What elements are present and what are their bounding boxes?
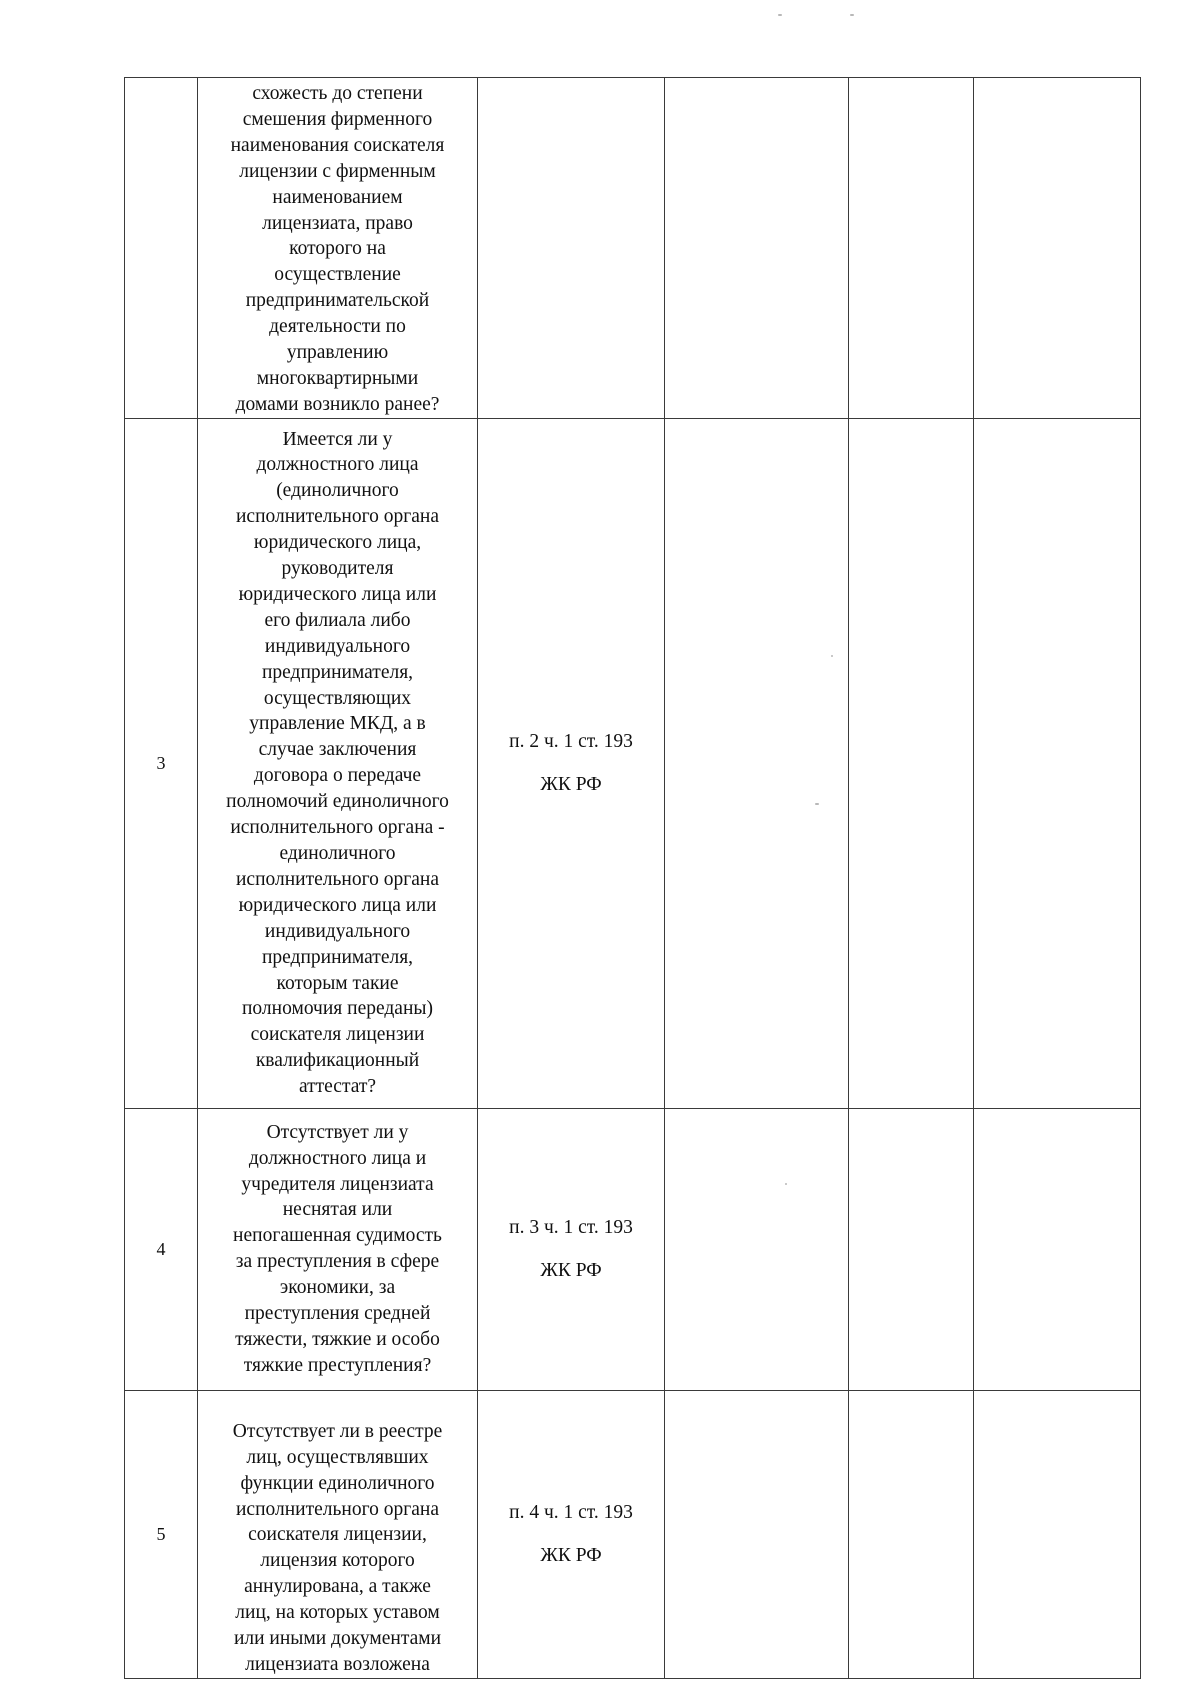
question-line: исполнительного органа [236, 1498, 439, 1520]
question-line: полномочия переданы) [242, 998, 433, 1020]
question-line: квалификационный [255, 1050, 420, 1072]
question-cell [198, 1108, 478, 1390]
question-line: руководителя [281, 558, 394, 580]
question-line: неснятая или [282, 1199, 393, 1221]
question-line: наименованием [272, 186, 403, 208]
question-line: должностного лица и [248, 1147, 427, 1169]
empty-cell [974, 1390, 1141, 1678]
question-line: смешения фирменного [242, 108, 433, 130]
question-line: домами возникло ранее? [235, 393, 440, 415]
question-cell [198, 78, 478, 419]
question-line: лиц, осуществлявших [246, 1446, 429, 1468]
question-line: исполнительного органа - [230, 817, 445, 839]
empty-cell [849, 418, 974, 1108]
question-line: предпринимателя, [261, 661, 414, 683]
row-number-cell: 4 [125, 1108, 198, 1390]
checklist-table [124, 77, 1141, 1679]
question-cell [198, 418, 478, 1108]
question-line: лиц, на которых уставом [235, 1602, 440, 1624]
question-line: юридического лица или [238, 583, 437, 605]
empty-cell [665, 1390, 849, 1678]
row-number-cell [125, 78, 198, 419]
legal-reference-line: ЖК РФ [540, 773, 602, 795]
row-number-cell: 3 [125, 418, 198, 1108]
question-line: юридического лица, [253, 532, 422, 554]
question-line: лицензиата возложена [245, 1653, 430, 1675]
question-line: случае заключения [258, 739, 417, 761]
question-line: тяжести, тяжкие и особо [235, 1329, 440, 1350]
legal-reference-line: п. 2 ч. 1 ст. 193 [509, 730, 633, 752]
question-line: осуществление [274, 264, 401, 286]
question-line: аннулирована, а также [244, 1576, 431, 1598]
empty-cell [665, 1108, 849, 1390]
question-line: за преступления в сфере [235, 1251, 440, 1273]
empty-cell [974, 78, 1141, 419]
question-line: которым такие [276, 972, 399, 994]
legal-reference-cell [478, 78, 665, 419]
question-line: учредителя лицензиата [241, 1173, 434, 1195]
question-line: предпринимательской [245, 290, 430, 312]
question-line: должностного лица [256, 454, 419, 476]
question-line: тяжкие преступления? [243, 1354, 432, 1376]
empty-cell [849, 1108, 974, 1390]
question-cell [198, 1390, 478, 1678]
question-line: аттестат? [298, 1076, 377, 1098]
question-line: соискателя лицензии [250, 1024, 425, 1046]
question-line: многоквартирными [256, 367, 419, 389]
empty-cell [665, 78, 849, 419]
question-line: (единоличного [276, 480, 399, 502]
question-line: предпринимателя, [261, 946, 414, 968]
question-line: исполнительного органа [236, 506, 439, 528]
question-line: полномочий единоличного [226, 791, 449, 813]
legal-reference-cell [478, 1390, 665, 1678]
legal-reference-line: ЖК РФ [540, 1259, 602, 1281]
legal-reference-line: п. 3 ч. 1 ст. 193 [509, 1216, 633, 1238]
table-row [125, 1108, 1141, 1390]
question-line: соискателя лицензии, [248, 1524, 427, 1546]
question-line: лицензии с фирменным [239, 160, 436, 182]
question-line: Имеется ли у [282, 428, 393, 450]
empty-cell [849, 78, 974, 419]
empty-cell [974, 418, 1141, 1108]
question-line: его филиала либо [264, 609, 411, 631]
question-line: договора о передаче [253, 765, 422, 787]
question-line: индивидуального [264, 920, 411, 942]
question-line: Отсутствует ли у [266, 1121, 409, 1143]
question-line: Отсутствует ли в реестре [232, 1420, 443, 1442]
empty-cell [974, 1108, 1141, 1390]
empty-cell [665, 418, 849, 1108]
legal-reference-cell [478, 1108, 665, 1390]
table-row [125, 78, 1141, 419]
legal-reference-line: п. 4 ч. 1 ст. 193 [509, 1501, 633, 1523]
question-line: индивидуального [264, 635, 411, 657]
question-line: осуществляющих [263, 687, 412, 709]
question-line: деятельности по [269, 316, 406, 338]
legal-reference-line: ЖК РФ [540, 1544, 602, 1566]
question-line: наименования соискателя [230, 134, 445, 156]
question-line: или иными документами [233, 1628, 442, 1650]
question-line: юридического лица или [238, 894, 437, 916]
question-line: преступления средней [244, 1303, 431, 1325]
question-line: которого на [289, 238, 386, 260]
question-line: лицензиата, право [262, 212, 413, 234]
question-line: управлению [286, 342, 389, 364]
table-row [125, 418, 1141, 1108]
question-line: экономики, за [279, 1277, 396, 1299]
legal-reference-cell [478, 418, 665, 1108]
question-line: управление МКД, а в [249, 713, 426, 735]
table-row [125, 1390, 1141, 1678]
row-number-cell: 5 [125, 1390, 198, 1678]
question-line: схожесть до степени [252, 83, 423, 104]
question-line: исполнительного органа [236, 868, 439, 890]
question-line: единоличного [279, 843, 396, 864]
question-line: функции единоличного [240, 1472, 435, 1494]
question-line: лицензия которого [260, 1550, 415, 1572]
empty-cell [849, 1390, 974, 1678]
question-line: непогашенная судимость [233, 1225, 442, 1247]
